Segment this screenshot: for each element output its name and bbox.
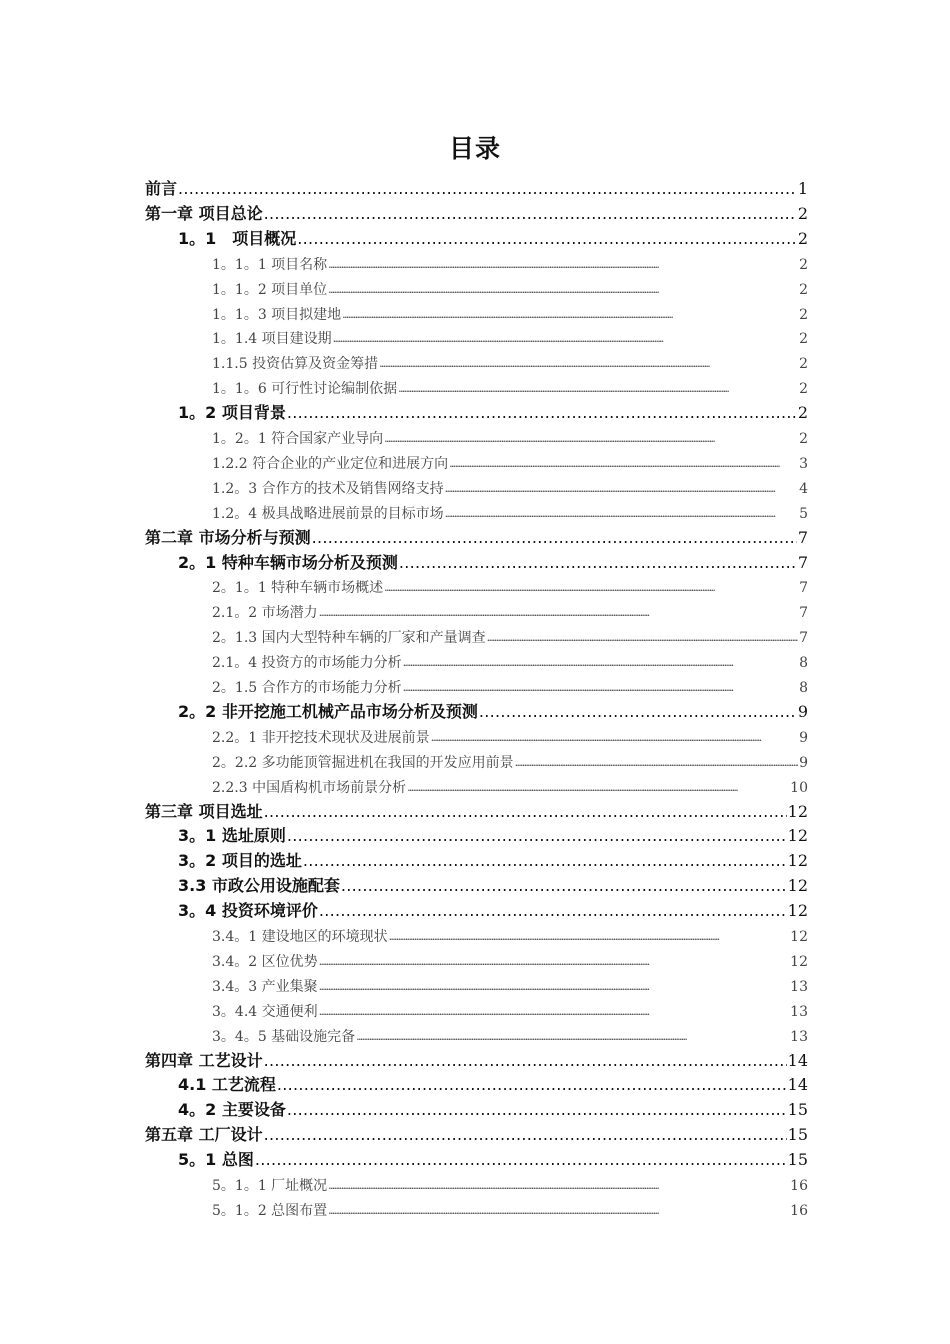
toc-entry-title: 第四章 工艺设计 (145, 1050, 263, 1070)
toc-subsection-entry[interactable] (212, 473, 808, 498)
toc-entry-title: 5。1。1 厂址概况 (212, 1178, 328, 1194)
dot-leader (319, 953, 790, 971)
dot-leader (479, 702, 797, 722)
toc-entry-page-number: 15 (787, 1150, 808, 1170)
toc-entry-title: 2.2。1 非开挖技术现状及进展前景 (212, 729, 430, 746)
dot-leader (264, 802, 787, 822)
dot-leader (403, 654, 798, 672)
toc-entry-title: 2。1。1 特种车辆市场概述 (212, 580, 384, 597)
toc-subsection-entry[interactable] (212, 348, 808, 373)
toc-subsection-entry[interactable] (212, 249, 808, 274)
toc-entry-page-number: 15 (787, 1100, 808, 1120)
dot-leader (297, 229, 797, 249)
toc-subsection-entry[interactable] (212, 498, 808, 523)
toc-entry-title: 第一章 项目总论 (145, 203, 263, 223)
dot-leader (356, 1028, 789, 1046)
toc-entry-title: 3.3 市政公用设施配套 (178, 876, 340, 896)
toc-entry-page-number: 16 (790, 1178, 808, 1194)
toc-subsection-entry[interactable] (212, 423, 808, 448)
toc-subsection-entry[interactable] (212, 722, 808, 747)
toc-entry-title: 2。1.3 国内大型特种车辆的厂家和产量调查 (212, 630, 486, 647)
toc-section-entry[interactable] (178, 896, 808, 921)
toc-section-entry[interactable] (178, 697, 808, 722)
toc-entry-page-number: 2 (797, 228, 808, 248)
toc-entry-page-number: 2 (799, 331, 808, 348)
toc-entry-title: 4.1 工艺流程 (178, 1075, 276, 1095)
toc-section-entry[interactable] (178, 1070, 808, 1095)
dot-leader (303, 851, 787, 871)
toc-subsection-entry[interactable] (212, 622, 808, 647)
toc-entry-title: 1。1。2 项目单位 (212, 281, 328, 298)
toc-subsection-entry[interactable] (212, 274, 808, 299)
dot-leader (379, 355, 798, 373)
dot-leader (399, 553, 797, 573)
toc-entry-title: 1.1.5 投资估算及资金筹措 (212, 356, 379, 373)
toc-entry-title: 2。1.5 合作方的市场能力分析 (212, 680, 402, 696)
toc-entry-page-number: 13 (790, 1003, 808, 1020)
toc-entry-title: 3。2 项目的选址 (178, 851, 302, 871)
dot-leader (445, 505, 798, 523)
dot-leader (264, 1051, 787, 1071)
toc-subsection-entry[interactable] (212, 299, 808, 324)
dot-leader (487, 629, 798, 647)
toc-section-entry[interactable] (178, 1095, 808, 1120)
toc-entry-page-number: 13 (790, 1028, 808, 1045)
toc-entry-page-number: 12 (787, 851, 808, 871)
toc-entry-title: 1.2.2 符合企业的产业定位和进展方向 (212, 455, 449, 472)
dot-leader (312, 528, 797, 548)
toc-chapter-entry[interactable] (145, 174, 808, 199)
toc-section-entry[interactable] (178, 871, 808, 896)
toc-entry-title: 第五章 工厂设计 (145, 1125, 263, 1145)
toc-chapter-entry[interactable] (145, 1046, 808, 1071)
toc-entry-page-number: 7 (797, 527, 808, 547)
toc-entry-page-number: 3 (799, 455, 808, 472)
toc-entry-page-number: 4 (799, 480, 808, 497)
toc-entry-page-number: 14 (787, 1050, 808, 1070)
toc-entry-title: 前言 (145, 179, 178, 198)
toc-subsection-entry[interactable] (212, 373, 808, 398)
dot-leader (264, 204, 797, 224)
toc-subsection-entry[interactable] (212, 1170, 808, 1195)
toc-entry-page-number: 12 (787, 801, 808, 821)
toc-entry-title: 第三章 项目选址 (145, 801, 263, 821)
toc-subsection-entry[interactable] (212, 448, 808, 473)
toc-entry-title: 3。4.4 交通便利 (212, 1003, 318, 1020)
dot-leader (328, 256, 798, 274)
toc-chapter-entry[interactable] (145, 1120, 808, 1145)
toc-subsection-entry[interactable] (212, 772, 808, 797)
dot-leader (255, 1150, 787, 1170)
toc-entry-title: 1。2 项目背景 (178, 403, 286, 423)
toc-section-entry[interactable] (178, 821, 808, 846)
toc-entry-page-number: 12 (787, 901, 808, 921)
toc-subsection-entry[interactable] (212, 971, 808, 996)
dot-leader (389, 928, 790, 946)
dot-leader (319, 901, 787, 921)
toc-entry-title: 3.4。3 产业集聚 (212, 978, 318, 995)
dot-leader (319, 1003, 790, 1021)
toc-subsection-entry[interactable] (212, 996, 808, 1021)
dot-leader (449, 455, 798, 473)
toc-entry-title: 2.1。4 投资方的市场能力分析 (212, 655, 402, 672)
toc-entry-page-number: 8 (799, 680, 808, 696)
dot-leader (407, 779, 789, 797)
dot-leader (515, 754, 798, 772)
toc-entry-page-number: 5 (799, 505, 808, 522)
toc-entry-title: 1。1 项目概况 (178, 228, 297, 248)
dot-leader (333, 330, 798, 348)
toc-entry-title: 4。2 主要设备 (178, 1100, 286, 1120)
toc-entry-page-number: 7 (799, 580, 808, 597)
toc-entry-page-number: 8 (799, 655, 808, 672)
toc-entry-page-number: 2 (799, 306, 808, 323)
toc-entry-page-number: 12 (787, 826, 808, 846)
toc-entry-page-number: 7 (799, 630, 808, 647)
toc-entry-page-number: 9 (797, 701, 808, 721)
toc-section-entry[interactable] (178, 224, 808, 249)
toc-subsection-entry[interactable] (212, 323, 808, 348)
dot-leader (403, 679, 798, 697)
dot-leader (319, 978, 790, 996)
toc-section-entry[interactable] (178, 846, 808, 871)
toc-entry-page-number: 2 (799, 356, 808, 373)
toc-entry-page-number: 2 (797, 403, 808, 423)
toc-entry-title: 2。1 特种车辆市场分析及预测 (178, 552, 398, 572)
toc-entry-page-number: 12 (790, 929, 808, 945)
toc-entry-title: 2.1。2 市场潜力 (212, 605, 318, 622)
toc-entry-title: 2。2.2 多功能顶管掘进机在我国的开发应用前景 (212, 754, 514, 771)
toc-entry-page-number: 12 (787, 876, 808, 896)
toc-entry-title: 1。2。1 符合国家产业导向 (212, 431, 384, 447)
dot-leader (328, 281, 798, 299)
toc-entry-page-number: 2 (799, 256, 808, 273)
toc-entry-page-number: 15 (787, 1125, 808, 1145)
toc-entry-page-number: 12 (790, 953, 808, 970)
dot-leader (384, 579, 798, 597)
toc-entry-title: 5。1 总图 (178, 1150, 254, 1170)
toc-subsection-entry[interactable] (212, 946, 808, 971)
toc-entry-page-number: 7 (797, 552, 808, 572)
toc-section-entry[interactable] (178, 1145, 808, 1170)
toc-subsection-entry[interactable] (212, 597, 808, 622)
toc-entry-title: 1。1。3 项目拟建地 (212, 306, 342, 323)
toc-subsection-entry[interactable] (212, 1195, 808, 1220)
toc-entry-page-number: 13 (790, 978, 808, 995)
toc-subsection-entry[interactable] (212, 672, 808, 697)
dot-leader (319, 604, 798, 622)
toc-entry-title: 1。1。6 可行性讨论编制依据 (212, 381, 398, 398)
toc-entry-page-number: 9 (799, 729, 808, 746)
toc-entry-page-number: 16 (790, 1202, 808, 1219)
dot-leader (398, 380, 798, 398)
toc-entry-page-number: 10 (790, 779, 808, 796)
toc-subsection-entry[interactable] (212, 921, 808, 946)
dot-leader (328, 1202, 789, 1220)
dot-leader (287, 1100, 787, 1120)
toc-entry-page-number: 2 (797, 203, 808, 223)
dot-leader (178, 179, 797, 199)
toc-entry-title: 1.2。3 合作方的技术及销售网络支持 (212, 480, 444, 497)
toc-entry-page-number: 1 (797, 179, 808, 198)
dot-leader (287, 826, 787, 846)
toc-subsection-entry[interactable] (212, 572, 808, 597)
toc-subsection-entry[interactable] (212, 1021, 808, 1046)
toc-entry-title: 2.2.3 中国盾构机市场前景分析 (212, 779, 407, 796)
toc-entry-page-number: 2 (799, 281, 808, 298)
toc-subsection-entry[interactable] (212, 647, 808, 672)
toc-entry-title: 5。1。2 总图布置 (212, 1202, 328, 1219)
dot-leader (264, 1125, 787, 1145)
toc-entry-title: 3.4。1 建设地区的环境现状 (212, 929, 388, 945)
dot-leader (287, 403, 797, 423)
dot-leader (342, 306, 798, 324)
toc-entry-title: 2。2 非开挖施工机械产品市场分析及预测 (178, 701, 478, 721)
toc-subsection-entry[interactable] (212, 747, 808, 772)
dot-leader (341, 876, 787, 896)
toc-entry-page-number: 2 (799, 431, 808, 447)
toc-chapter-entry[interactable] (145, 797, 808, 822)
dot-leader (328, 1177, 789, 1195)
toc-entry-title: 1。1.4 项目建设期 (212, 331, 332, 348)
toc-entry-page-number: 7 (799, 605, 808, 622)
toc-entry-title: 3。4。5 基础设施完备 (212, 1028, 356, 1045)
toc-entry-title: 1.2。4 极具战略进展前景的目标市场 (212, 505, 444, 522)
toc-chapter-entry[interactable] (145, 523, 808, 548)
toc-entry-title: 3。4 投资环境评价 (178, 901, 318, 921)
toc-entry-title: 第二章 市场分析与预测 (145, 527, 311, 547)
dot-leader (431, 729, 798, 747)
toc-entry-title: 1。1。1 项目名称 (212, 256, 328, 273)
toc-section-entry[interactable] (178, 398, 808, 423)
toc-entry-title: 3.4。2 区位优势 (212, 953, 318, 970)
toc-chapter-entry[interactable] (145, 199, 808, 224)
toc-section-entry[interactable] (178, 548, 808, 573)
toc-entry-page-number: 9 (799, 754, 808, 771)
dot-leader (277, 1075, 787, 1095)
toc-title: 目录 (448, 134, 501, 163)
toc-entry-title: 3。1 选址原则 (178, 826, 286, 846)
dot-leader (384, 430, 798, 448)
toc-entry-page-number: 2 (799, 381, 808, 398)
toc-entry-page-number: 14 (787, 1075, 808, 1095)
dot-leader (445, 480, 798, 498)
